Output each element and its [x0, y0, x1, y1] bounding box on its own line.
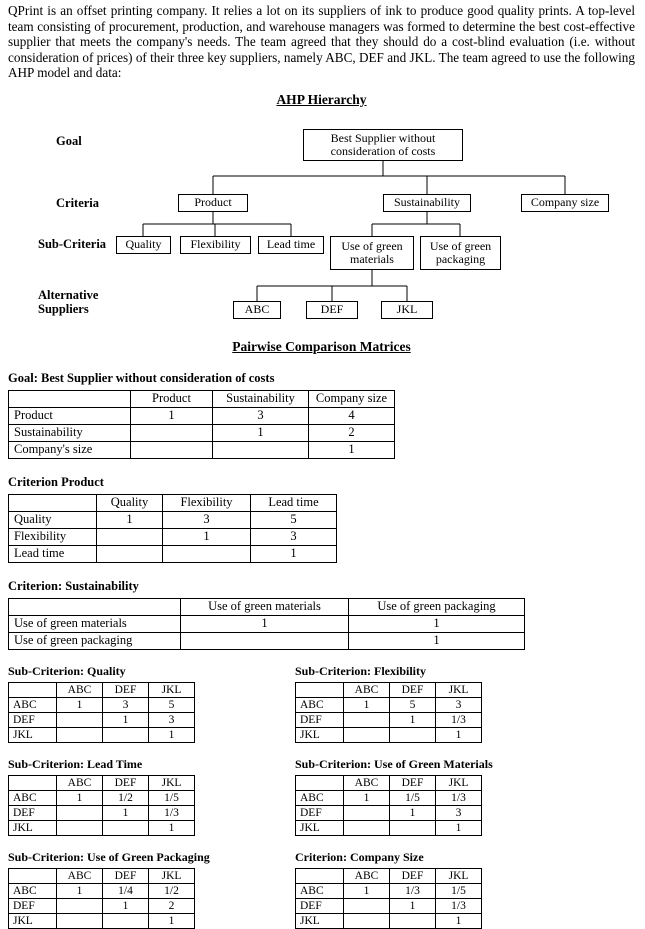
- company-size-comparison-table: [295, 868, 482, 929]
- cell: 1/5: [149, 790, 195, 805]
- table-title-sustainability: Criterion: Sustainability: [8, 578, 139, 593]
- row-header: JKL: [9, 820, 57, 835]
- table-row: [296, 727, 482, 742]
- cell: [344, 820, 390, 835]
- subcriterion-box-green-packaging: Use of green packaging: [420, 236, 501, 270]
- matrices-heading: Pairwise Comparison Matrices: [232, 338, 411, 354]
- header-row: [9, 598, 525, 615]
- green-materials-comparison-table: [295, 775, 482, 836]
- col-header: Sustainability: [213, 390, 309, 407]
- col-header: JKL: [149, 775, 195, 790]
- row-header: ABC: [9, 697, 57, 712]
- col-header: DEF: [390, 682, 436, 697]
- table-row: [9, 528, 337, 545]
- header-row: [9, 775, 195, 790]
- row-header: JKL: [296, 727, 344, 742]
- col-header: Use of green packaging: [349, 598, 525, 615]
- cell: 1: [103, 805, 149, 820]
- intro-paragraph: QPrint is an offset printing company. It relies a lot on its suppliers of ink to produce good quality prints. A top-level team consisting of procurement, production, and warehouse managers was formed to determine the best cost-effective supplier that meets the company's needs. The team agreed that they should do a cost-blind evaluation (i.e. without consideration of prices) of their three key suppliers, namely ABC, DEF and JKL. The team agreed to use the following AHP model and data:: [8, 3, 635, 81]
- cell: [344, 712, 390, 727]
- table-row: [9, 615, 525, 632]
- hierarchy-heading: AHP Hierarchy: [276, 91, 367, 107]
- goal-comparison-table: [8, 390, 395, 459]
- cell: [97, 528, 163, 545]
- col-header: Flexibility: [163, 494, 251, 511]
- cell: 2: [309, 424, 395, 441]
- col-header: ABC: [57, 775, 103, 790]
- table-title-green-materials: Sub-Criterion: Use of Green Materials: [295, 756, 493, 771]
- corner-cell: [9, 775, 57, 790]
- table-row: [9, 913, 195, 928]
- cell: 1/3: [149, 805, 195, 820]
- subtable-quality-block: [8, 652, 295, 743]
- criterion-box-company-size: Company size: [521, 194, 609, 212]
- cell: 1: [149, 913, 195, 928]
- cell: 3: [149, 712, 195, 727]
- cell: [344, 898, 390, 913]
- cell: 1: [149, 820, 195, 835]
- table-row: [9, 407, 395, 424]
- alternative-box-abc: ABC: [233, 301, 281, 319]
- col-header: Company size: [309, 390, 395, 407]
- row-header: Lead time: [9, 545, 97, 562]
- table-row: [9, 632, 525, 649]
- col-header: ABC: [57, 868, 103, 883]
- row-header: DEF: [9, 805, 57, 820]
- cell: [344, 805, 390, 820]
- cell: 5: [251, 511, 337, 528]
- subcriterion-box-lead-time: Lead time: [258, 236, 324, 254]
- subcriterion-box-flexibility: Flexibility: [180, 236, 251, 254]
- cell: 2: [149, 898, 195, 913]
- row-header: Product: [9, 407, 131, 424]
- col-header: JKL: [436, 775, 482, 790]
- criterion-box-product: Product: [178, 194, 248, 212]
- subtable-green-materials-block: [295, 745, 635, 836]
- table-row: [9, 883, 195, 898]
- col-header: DEF: [103, 868, 149, 883]
- cell: 1: [103, 712, 149, 727]
- subtable-green-packaging-block: [8, 838, 295, 929]
- cell: 1: [163, 528, 251, 545]
- header-row: [296, 775, 482, 790]
- corner-cell: [9, 682, 57, 697]
- cell: 1: [213, 424, 309, 441]
- col-header: DEF: [390, 775, 436, 790]
- corner-cell: [9, 868, 57, 883]
- cell: [131, 424, 213, 441]
- cell: [163, 545, 251, 562]
- row-header: Sustainability: [9, 424, 131, 441]
- table-row: [9, 790, 195, 805]
- criterion-box-sustainability: Sustainability: [383, 194, 471, 212]
- subtable-row-2: [8, 745, 635, 836]
- cell: 3: [213, 407, 309, 424]
- cell: 1: [251, 545, 337, 562]
- subtable-lead-time-block: [8, 745, 295, 836]
- cell: 1: [57, 697, 103, 712]
- row-header: DEF: [296, 712, 344, 727]
- corner-cell: [9, 494, 97, 511]
- cell: 5: [390, 697, 436, 712]
- row-header: DEF: [296, 898, 344, 913]
- header-row: [296, 868, 482, 883]
- cell: 1: [57, 790, 103, 805]
- cell: 1: [344, 883, 390, 898]
- cell: 1: [131, 407, 213, 424]
- cell: 1/2: [149, 883, 195, 898]
- table-row: [296, 712, 482, 727]
- subtable-flexibility-block: [295, 652, 635, 743]
- table-title-quality: Sub-Criterion: Quality: [8, 663, 126, 678]
- subcriterion-box-green-materials: Use of green materials: [330, 236, 414, 270]
- cell: 1: [344, 697, 390, 712]
- cell: [57, 913, 103, 928]
- table-title-product: Criterion Product: [8, 474, 104, 489]
- row-header: ABC: [296, 697, 344, 712]
- cell: [57, 712, 103, 727]
- cell: [57, 727, 103, 742]
- row-header: Use of green materials: [9, 615, 181, 632]
- row-header: JKL: [296, 820, 344, 835]
- table-row: [9, 712, 195, 727]
- table-row: [9, 545, 337, 562]
- cell: 1/2: [103, 790, 149, 805]
- table-row: [296, 790, 482, 805]
- cell: 1: [349, 615, 525, 632]
- alternative-box-def: DEF: [306, 301, 358, 319]
- table-title-flexibility: Sub-Criterion: Flexibility: [295, 663, 426, 678]
- level-label-criteria: Criteria: [56, 195, 100, 210]
- table-row: [296, 898, 482, 913]
- row-header: ABC: [9, 883, 57, 898]
- cell: 5: [149, 697, 195, 712]
- product-comparison-table: [8, 494, 337, 563]
- table-row: [9, 441, 395, 458]
- table-row: [296, 883, 482, 898]
- table-row: [296, 697, 482, 712]
- goal-box: Best Supplier without consideration of costs: [303, 129, 463, 161]
- row-header: DEF: [296, 805, 344, 820]
- row-header: DEF: [9, 712, 57, 727]
- cell: [103, 727, 149, 742]
- table-row: [296, 913, 482, 928]
- level-label-goal: Goal: [56, 133, 82, 148]
- col-header: JKL: [436, 868, 482, 883]
- col-header: ABC: [344, 775, 390, 790]
- cell: 3: [436, 697, 482, 712]
- cell: [213, 441, 309, 458]
- header-row: [9, 390, 395, 407]
- cell: 1: [436, 913, 482, 928]
- row-header: ABC: [296, 790, 344, 805]
- cell: 1: [57, 883, 103, 898]
- flexibility-comparison-table: [295, 682, 482, 743]
- subtable-row-3: [8, 838, 635, 929]
- cell: [57, 820, 103, 835]
- cell: 1: [390, 712, 436, 727]
- row-header: ABC: [9, 790, 57, 805]
- subcriterion-box-quality: Quality: [116, 236, 171, 254]
- cell: 1: [390, 898, 436, 913]
- row-header: JKL: [9, 727, 57, 742]
- cell: 1: [349, 632, 525, 649]
- header-row: [9, 868, 195, 883]
- cell: [344, 727, 390, 742]
- cell: 1/3: [436, 898, 482, 913]
- subtable-company-size-block: [295, 838, 635, 929]
- cell: [57, 898, 103, 913]
- cell: 1: [149, 727, 195, 742]
- corner-cell: [9, 598, 181, 615]
- col-header: Quality: [97, 494, 163, 511]
- cell: [57, 805, 103, 820]
- level-label-sub-criteria: Sub-Criteria: [38, 236, 107, 251]
- table-title-goal: Goal: Best Supplier without consideration of costs: [8, 370, 275, 385]
- cell: 1/4: [103, 883, 149, 898]
- table-title-company-size: Criterion: Company Size: [295, 849, 424, 864]
- header-row: [9, 682, 195, 697]
- col-header: ABC: [344, 868, 390, 883]
- table-row: [9, 424, 395, 441]
- cell: 1: [344, 790, 390, 805]
- table-title-lead-time: Sub-Criterion: Lead Time: [8, 756, 143, 771]
- corner-cell: [296, 775, 344, 790]
- cell: 1: [390, 805, 436, 820]
- col-header: JKL: [149, 868, 195, 883]
- table-row: [296, 805, 482, 820]
- cell: 3: [251, 528, 337, 545]
- row-header: Use of green packaging: [9, 632, 181, 649]
- cell: 4: [309, 407, 395, 424]
- cell: 1: [309, 441, 395, 458]
- cell: 1: [97, 511, 163, 528]
- corner-cell: [296, 868, 344, 883]
- col-header: Use of green materials: [181, 598, 349, 615]
- row-header: ABC: [296, 883, 344, 898]
- cell: [131, 441, 213, 458]
- col-header: Product: [131, 390, 213, 407]
- cell: 1: [436, 820, 482, 835]
- subtable-row-1: [8, 652, 635, 743]
- cell: 1: [103, 898, 149, 913]
- row-header: JKL: [9, 913, 57, 928]
- table-title-green-packaging: Sub-Criterion: Use of Green Packaging: [8, 849, 210, 864]
- cell: 1: [181, 615, 349, 632]
- corner-cell: [9, 390, 131, 407]
- cell: [390, 727, 436, 742]
- cell: 1/5: [390, 790, 436, 805]
- cell: 1/5: [436, 883, 482, 898]
- row-header: Company's size: [9, 441, 131, 458]
- cell: [103, 820, 149, 835]
- row-header: DEF: [9, 898, 57, 913]
- col-header: DEF: [103, 682, 149, 697]
- cell: [390, 913, 436, 928]
- row-header: Quality: [9, 511, 97, 528]
- cell: 1/3: [390, 883, 436, 898]
- header-row: [296, 682, 482, 697]
- col-header: DEF: [103, 775, 149, 790]
- cell: 1/3: [436, 712, 482, 727]
- table-row: [296, 820, 482, 835]
- cell: [344, 913, 390, 928]
- cell: [181, 632, 349, 649]
- cell: [103, 913, 149, 928]
- table-row: [9, 898, 195, 913]
- green-packaging-comparison-table: [8, 868, 195, 929]
- cell: 1: [436, 727, 482, 742]
- cell: 3: [103, 697, 149, 712]
- table-row: [9, 727, 195, 742]
- col-header: DEF: [390, 868, 436, 883]
- header-row: [9, 494, 337, 511]
- col-header: JKL: [436, 682, 482, 697]
- alternative-box-jkl: JKL: [381, 301, 433, 319]
- cell: 3: [436, 805, 482, 820]
- row-header: JKL: [296, 913, 344, 928]
- cell: 1/3: [436, 790, 482, 805]
- col-header: ABC: [57, 682, 103, 697]
- cell: [97, 545, 163, 562]
- col-header: Lead time: [251, 494, 337, 511]
- ahp-hierarchy-diagram: [8, 116, 635, 328]
- cell: [390, 820, 436, 835]
- table-row: [9, 805, 195, 820]
- corner-cell: [296, 682, 344, 697]
- col-header: ABC: [344, 682, 390, 697]
- cell: 3: [163, 511, 251, 528]
- sustainability-comparison-table: [8, 598, 525, 650]
- col-header: JKL: [149, 682, 195, 697]
- table-row: [9, 820, 195, 835]
- table-row: [9, 697, 195, 712]
- lead-time-comparison-table: [8, 775, 195, 836]
- table-row: [9, 511, 337, 528]
- level-label-alternative-suppliers: Alternative Suppliers: [38, 287, 99, 317]
- row-header: Flexibility: [9, 528, 97, 545]
- quality-comparison-table: [8, 682, 195, 743]
